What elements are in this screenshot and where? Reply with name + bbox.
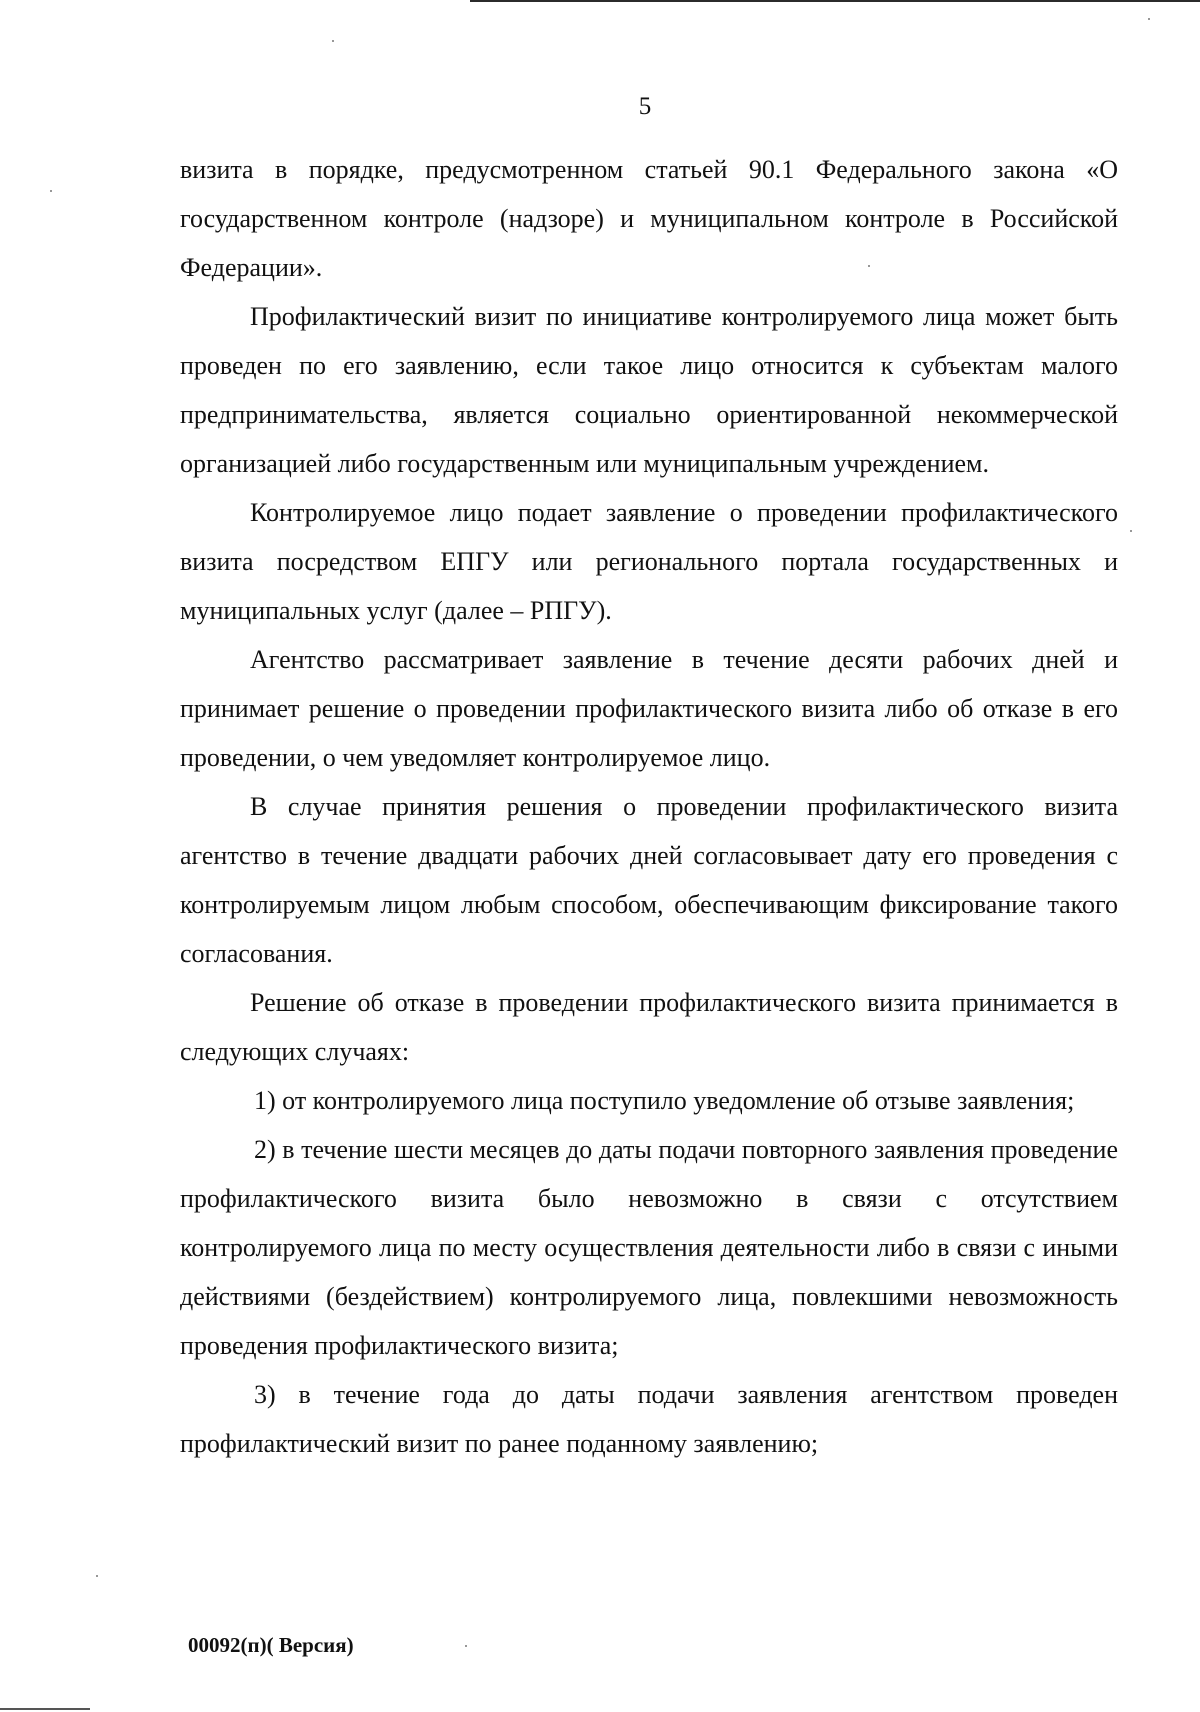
scan-edge-top bbox=[470, 0, 1200, 2]
paragraph: Профилактический визит по инициативе контролируемого лица может быть проведен по его заявлению, если такое лицо относится к субъектам малого предпринимательства, является социально ориентированной некоммерческой организацией либо государственным или муниципальным учреждением. bbox=[180, 302, 1118, 478]
list-item: 1) от контролируемого лица поступило уведомление об отзыве заявления; bbox=[254, 1086, 1075, 1115]
scan-speck bbox=[1130, 530, 1132, 532]
paragraph: Решение об отказе в проведении профилактического визита принимается в следующих случаях: bbox=[180, 988, 1118, 1066]
document-footer-code: 00092(п)( Версия) bbox=[188, 1633, 354, 1657]
paragraph: Агентство рассматривает заявление в течение десяти рабочих дней и принимает решение о проведении профилактического визита либо об отказе в его проведении, о чем уведомляет контролируемое лицо. bbox=[180, 645, 1118, 772]
scan-speck bbox=[96, 1575, 98, 1577]
scan-speck bbox=[1148, 18, 1150, 20]
list-item: 3) в течение года до даты подачи заявления агентством проведен профилактический визит по ранее поданному заявлению; bbox=[180, 1380, 1118, 1458]
scan-edge-bottom bbox=[0, 1708, 90, 1710]
page-number: 5 bbox=[638, 93, 652, 120]
document-body bbox=[180, 145, 1118, 1468]
paragraph: Контролируемое лицо подает заявление о проведении профилактического визита посредством ЕПГУ или регионального портала государственных и муниципальных услуг (далее – РПГУ). bbox=[180, 498, 1118, 625]
scan-speck bbox=[332, 40, 334, 42]
paragraph: В случае принятия решения о проведении профилактического визита агентство в течение двадцати рабочих дней согласовывает дату его проведения с контролируемым лицом любым способом, обеспечивающим фиксирование такого согласования. bbox=[180, 792, 1118, 968]
paragraph: визита в порядке, предусмотренном статьей 90.1 Федерального закона «О государственном контроле (надзоре) и муниципальном контроле в Российской Федерации». bbox=[180, 155, 1118, 282]
scan-speck bbox=[465, 1645, 467, 1647]
scan-speck bbox=[50, 190, 52, 192]
list-item: 2) в течение шести месяцев до даты подачи повторного заявления проведение профилактического визита было невозможно в связи с отсутствием контролируемого лица по месту осуществления деятельности либо в связи с иными действиями (бездействием) контролируемого лица, повлекшими невозможность проведения профилактического визита; bbox=[180, 1135, 1118, 1360]
